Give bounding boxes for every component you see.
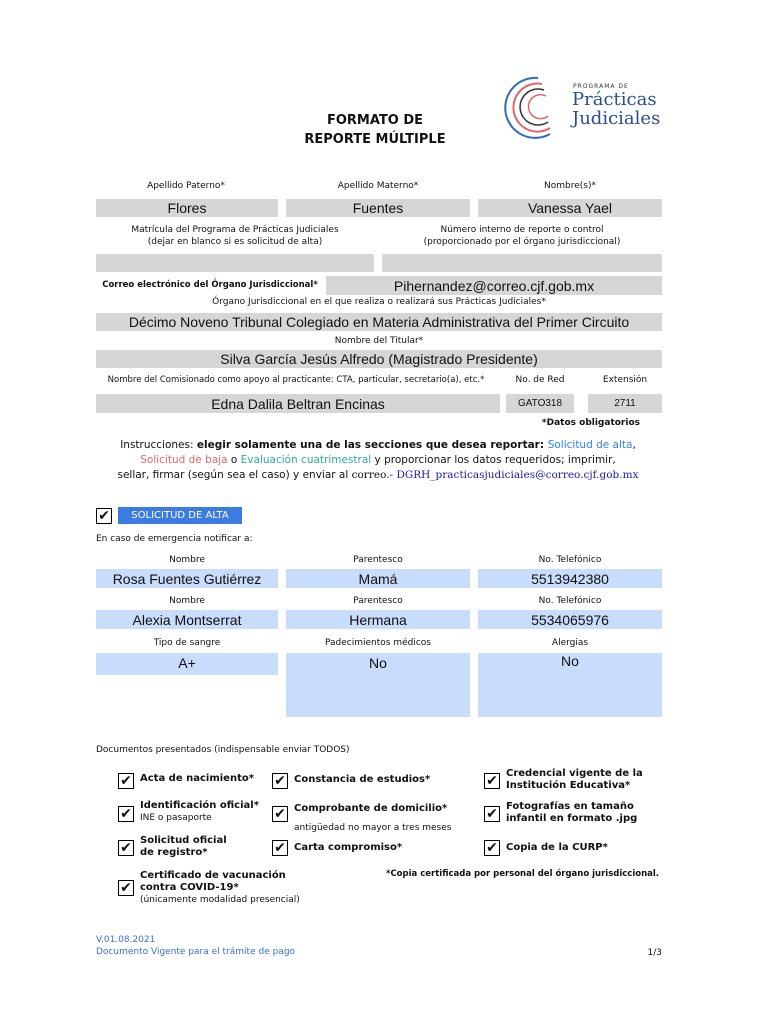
numero-interno-label-line2: (proporcionado por el órgano jurisdiccional)	[423, 237, 621, 247]
titular-field[interactable]: Silva García Jesús Alfredo (Magistrado Presidente)	[96, 350, 662, 368]
contact1-telefono-field[interactable]: 5513942380	[478, 569, 662, 588]
contact1-telefono-label: No. Telefónico	[538, 555, 602, 565]
credencial-label	[506, 768, 643, 792]
apellido-paterno-label: Apellido Paterno*	[147, 181, 225, 191]
instructions-correo-word: correo.-	[351, 469, 397, 481]
carta-checkbox[interactable]: ✔	[272, 840, 288, 856]
emergency-label: En caso de emergencia notificar a:	[96, 534, 253, 544]
contact1-nombre-label: Nombre	[169, 555, 205, 565]
numero-interno-field[interactable]	[382, 254, 662, 272]
curp-label: Copia de la CURP*	[506, 842, 608, 853]
vacuna-checkbox[interactable]: ✔	[118, 880, 134, 896]
identificacion-checkbox[interactable]: ✔	[118, 806, 134, 822]
matricula-label	[96, 224, 374, 248]
form-title-line2: REPORTE MÚLTIPLE	[304, 132, 446, 147]
comisionado-label: Nombre del Comisionado como apoyo al practicante: CTA, particular, secretario(a), etc.*	[107, 375, 485, 385]
contact2-telefono-field[interactable]: 5534065976	[478, 610, 662, 629]
matricula-label-line2: (dejar en blanco si es solicitud de alta)	[147, 237, 323, 247]
logo-line1: Prácticas	[572, 89, 657, 110]
footer-vigente: Documento Vigente para el trámite de pago	[96, 947, 296, 957]
identificacion-label-line1: Identificación oficial*	[140, 800, 259, 811]
comprobante-label: Comprobante de domicilio*	[294, 803, 448, 814]
comprobante-sub: antigüedad no mayor a tres meses	[294, 823, 452, 833]
red-field[interactable]: GATO318	[506, 394, 574, 413]
solicitud-label-line1: Solicitud oficial	[140, 835, 227, 846]
solicitud-label	[140, 835, 227, 859]
instructions-rest2: sellar, firmar (según sea el caso) y enviar al	[117, 469, 352, 481]
instructions-comma: ,	[632, 439, 636, 451]
acta-label: Acta de nacimiento*	[140, 773, 254, 784]
comisionado-field[interactable]: Edna Dalila Beltran Encinas	[96, 394, 500, 413]
identificacion-sub: INE o pasaporte	[140, 813, 212, 823]
sangre-label: Tipo de sangre	[153, 638, 221, 648]
correo-field[interactable]: Pihernandez@correo.cjf.gob.mx	[326, 276, 662, 295]
solicitud-checkbox[interactable]: ✔	[118, 840, 134, 856]
documents-heading: Documentos presentados (indispensable enviar TODOS)	[96, 745, 350, 755]
instructions-prefix: Instrucciones:	[120, 439, 197, 451]
identificacion-label	[140, 800, 259, 824]
numero-interno-label	[382, 224, 662, 248]
vacuna-sub: (únicamente modalidad presencial)	[140, 895, 300, 905]
contact2-nombre-field[interactable]: Alexia Montserrat	[96, 610, 278, 629]
copia-certificada-note: *Copia certificada por personal del órgano jurisdiccional.	[386, 869, 660, 879]
padecimientos-field[interactable]: No	[286, 653, 470, 717]
red-label: No. de Red	[515, 375, 565, 385]
credencial-label-line2: Institución Educativa*	[506, 780, 631, 791]
logo-rings-icon	[488, 72, 578, 144]
contact1-parentesco-label: Parentesco	[353, 555, 403, 565]
organo-label: Órgano Jurisdiccional en el que realiza o realizará sus Prácticas Judiciales*	[212, 297, 546, 307]
organo-field[interactable]: Décimo Noveno Tribunal Colegiado en Materia Administrativa del Primer Circuito	[96, 313, 662, 331]
instructions-o: o	[227, 454, 241, 466]
instructions-baja-link[interactable]: Solicitud de baja	[140, 454, 228, 466]
apellido-materno-label: Apellido Materno*	[337, 181, 419, 191]
matricula-label-line1: Matrícula del Programa de Prácticas Judiciales	[131, 225, 339, 235]
contact1-nombre-field[interactable]: Rosa Fuentes Gutiérrez	[96, 569, 278, 588]
contact2-telefono-label: No. Telefónico	[538, 596, 602, 606]
fotos-label	[506, 801, 637, 825]
numero-interno-label-line1: Número interno de reporte o control	[440, 225, 604, 235]
fotos-label-line1: Fotografías en tamaño	[506, 801, 634, 812]
constancia-label: Constancia de estudios*	[294, 774, 431, 785]
fotos-checkbox[interactable]: ✔	[484, 806, 500, 822]
contact2-nombre-label: Nombre	[169, 596, 205, 606]
apellido-paterno-field[interactable]: Flores	[96, 199, 278, 217]
alta-checkbox[interactable]: ✔	[96, 508, 112, 524]
constancia-checkbox[interactable]: ✔	[272, 773, 288, 789]
nombres-field[interactable]: Vanessa Yael	[478, 199, 662, 217]
titular-label: Nombre del Titular*	[334, 336, 424, 346]
page-number: 1/3	[647, 948, 662, 958]
instructions	[108, 438, 648, 483]
instructions-bold: elegir solamente una de las secciones que desea reportar:	[196, 439, 548, 451]
footer-version: V.01.08.2021	[96, 935, 156, 945]
acta-checkbox[interactable]: ✔	[118, 773, 134, 789]
instructions-email-link[interactable]: DGRH_practicasjudiciales@correo.cjf.gob.mx	[396, 469, 639, 481]
matricula-field[interactable]	[96, 254, 374, 272]
vacuna-label	[140, 870, 300, 906]
credencial-checkbox[interactable]: ✔	[484, 773, 500, 789]
solicitud-label-line2: de registro*	[140, 847, 208, 858]
instructions-alta-link[interactable]: Solicitud de alta	[547, 439, 633, 451]
apellido-materno-field[interactable]: Fuentes	[286, 199, 470, 217]
form-title-line1: FORMATO DE	[326, 113, 424, 128]
contact2-parentesco-field[interactable]: Hermana	[286, 610, 470, 629]
alergias-field[interactable]: No	[478, 653, 662, 717]
fotos-label-line2: infantil en formato .jpg	[506, 813, 638, 824]
solicitud-alta-heading: SOLICITUD DE ALTA	[118, 507, 242, 524]
sangre-field[interactable]: A+	[96, 653, 278, 675]
extension-field[interactable]: 2711	[588, 394, 662, 413]
curp-checkbox[interactable]: ✔	[484, 840, 500, 856]
instructions-rest1: y proporcionar los datos requeridos; imprimir,	[371, 454, 616, 466]
logo-line2: Judiciales	[572, 108, 661, 129]
extension-label: Extensión	[602, 375, 648, 385]
vacuna-label-line2: contra COVID-19*	[140, 882, 239, 893]
carta-label: Carta compromiso*	[294, 842, 403, 853]
vacuna-label-line1: Certificado de vacunación	[140, 870, 286, 881]
contact1-parentesco-field[interactable]: Mamá	[286, 569, 470, 588]
nombres-label: Nombre(s)*	[544, 181, 596, 191]
contact2-parentesco-label: Parentesco	[353, 596, 403, 606]
instructions-evaluacion-link[interactable]: Evaluación cuatrimestral	[240, 454, 372, 466]
datos-obligatorios-note: *Datos obligatorios	[541, 418, 640, 428]
correo-label: Correo electrónico del Órgano Jurisdiccional*	[102, 280, 318, 290]
credencial-label-line1: Credencial vigente de la	[506, 768, 643, 779]
alergias-label: Alergias	[551, 638, 589, 648]
logo-small-text: PROGRAMA DE	[573, 83, 629, 90]
padecimientos-label: Padecimientos médicos	[325, 638, 431, 648]
comprobante-checkbox[interactable]: ✔	[272, 806, 288, 822]
program-logo	[488, 72, 661, 144]
